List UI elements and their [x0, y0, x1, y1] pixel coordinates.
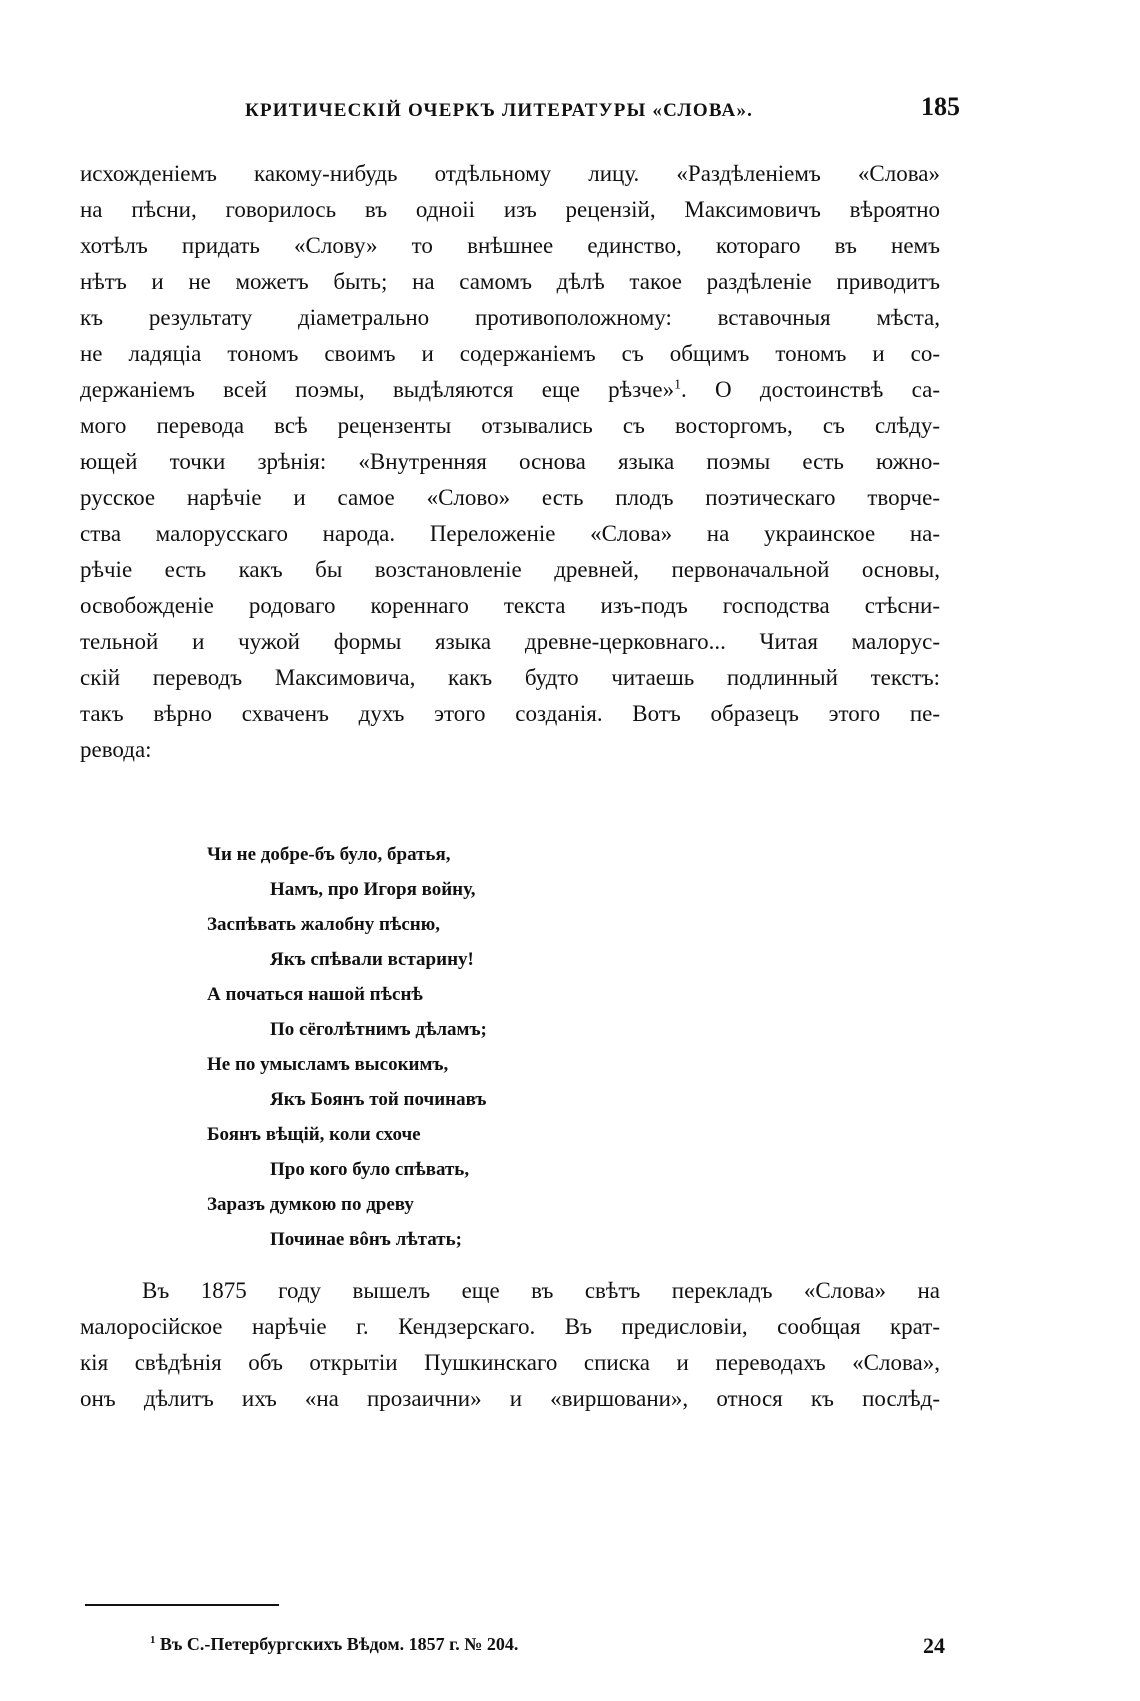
poem-verse: А початься нашой пѣснѣ	[207, 984, 423, 1005]
text-line: ревода:	[80, 737, 152, 762]
poem-verse: Якъ спѣвали встарину!	[270, 949, 474, 970]
footnote-reference[interactable]: 1	[674, 376, 681, 392]
poem-verse: По сёголѣтнимъ дѣламъ;	[270, 1019, 487, 1040]
signature-mark: 24	[923, 1633, 945, 1658]
text-line: онъ дѣлитъ ихъ «на прозаични» и «виршовани», относя къ послѣд-	[80, 1386, 940, 1411]
text-line: хотѣлъ придать «Слову» то внѣшнее единство, котораго въ немъ	[80, 233, 940, 258]
text-line: ства малорусскаго народа. Переложеніе «Слова» на украинское на-	[80, 521, 940, 546]
text-line: такъ вѣрно схваченъ духъ этого созданія. Вотъ образецъ этого пе-	[80, 701, 940, 726]
text-line: не ладяціа тономъ своимъ и содержаніемъ съ общимъ тономъ и со-	[80, 341, 940, 366]
footnote-divider	[85, 1604, 279, 1606]
text-line: на пѣсни, говорилось въ одноіі изъ рецензій, Максимовичъ вѣроятно	[80, 197, 940, 222]
text-line: освобожденіе родоваго кореннаго текста изъ-подъ господства стѣсни-	[80, 593, 940, 618]
poem-verse: Не по умысламъ высокимъ,	[207, 1054, 449, 1075]
text-line-part: . О достоинствѣ са-	[680, 377, 940, 402]
poem-verse: Починае вôнъ лѣтать;	[270, 1229, 462, 1250]
text-line: кія свѣдѣнія объ открытіи Пушкинскаго списка и переводахъ «Слова»,	[80, 1350, 940, 1375]
footnote	[150, 1634, 518, 1655]
text-line-part: держаніемъ всей поэмы, выдѣляются еще рѣзче»	[80, 377, 675, 402]
text-line: мого перевода всѣ рецензенты отзывались съ восторгомъ, съ слѣду-	[80, 413, 940, 438]
page-number: 185	[921, 92, 960, 121]
poem-verse: Про кого було спѣвать,	[270, 1159, 470, 1180]
paragraph-2	[80, 1273, 940, 1417]
text-line: исхожденіемъ какому-нибудь отдѣльному лицу. «Раздѣленіемъ «Слова»	[80, 161, 940, 186]
text-line: Въ 1875 году вышелъ еще въ свѣтъ перекладъ «Слова» на	[142, 1278, 940, 1303]
text-line: ющей точки зрѣнія: «Внутренняя основа языка поэмы есть южно-	[80, 449, 940, 474]
paragraph-1	[80, 156, 940, 768]
text-line: тельной и чужой формы языка древне-церковнаго... Читая малорус-	[80, 629, 940, 654]
poem-verse: Заразъ думкою по древу	[207, 1194, 414, 1215]
text-line-with-footnote	[80, 372, 940, 408]
poem-excerpt	[207, 837, 727, 1257]
text-line: скій переводъ Максимовича, какъ будто читаешь подлинный текстъ:	[80, 665, 940, 690]
text-line: малоросійское нарѣчіе г. Кендзерскаго. Въ предисловіи, сообщая крат-	[80, 1314, 940, 1339]
poem-verse: Намъ, про Игоря войну,	[270, 879, 476, 900]
poem-verse: Якъ Боянъ той починавъ	[270, 1089, 487, 1110]
poem-verse: Заспѣвать жалобну пѣсню,	[207, 914, 441, 935]
footnote-number: 1	[150, 1634, 156, 1646]
footnote-text: Въ С.-Петербургскихъ Вѣдом. 1857 г. № 204.	[159, 1634, 519, 1654]
poem-verse: Чи не добре-бъ було, братья,	[207, 844, 451, 865]
text-line: нѣтъ и не можетъ быть; на самомъ дѣлѣ такое раздѣленіе приводитъ	[80, 269, 940, 294]
running-title: КРИТИЧЕСКІЙ ОЧЕРКЪ ЛИТЕРАТУРЫ «СЛОВА».	[245, 100, 754, 121]
running-head	[80, 92, 960, 132]
poem-verse: Боянъ вѣщій, коли схоче	[207, 1124, 421, 1145]
text-line: къ результату діаметрально противоположному: вставочныя мѣста,	[80, 305, 940, 330]
text-line: русское нарѣчіе и самое «Слово» есть плодъ поэтическаго творче-	[80, 485, 940, 510]
text-line: рѣчіе есть какъ бы возстановленіе древней, первоначальной основы,	[80, 557, 940, 582]
